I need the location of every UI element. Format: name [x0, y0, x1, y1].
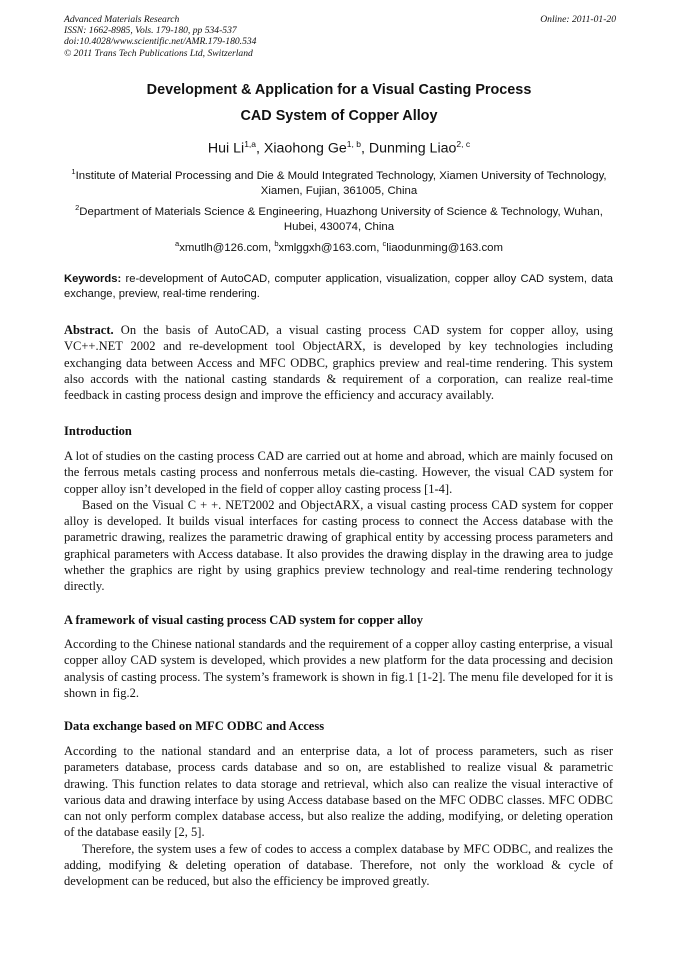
copyright-line: © 2011 Trans Tech Publications Ltd, Switzerland [64, 47, 253, 59]
email-superscript: b [274, 239, 279, 248]
paragraph: A lot of studies on the casting process CAD are carried out at home and abroad, which are mainly focused on the ferrous metals casting process and nonferrous metals die-casting. However, the visual CAD system for copper alloy isn’t developed in the field of copper alloy casting process [1-4]. [64, 449, 613, 496]
author-superscript: 2, c [456, 139, 471, 149]
keywords-label: Keywords: [64, 273, 122, 285]
email-address: xmlggxh@163.com [278, 241, 377, 254]
paragraph: According to the Chinese national standards and the requirement of a copper alloy casting enterprise, a visual copper alloy CAD system is developed, which provides a new platform for the data processing and decision analysis of casting process. The system’s framework is shown in fig.1 [1-2]. The menu file developed for it is shown in fig.2. [64, 637, 613, 700]
section-heading-data-exchange: Data exchange based on MFC ODBC and Access [64, 719, 325, 733]
paragraph: According to the national standard and an enterprise data, a lot of process parameters, such as riser parameters database, process cards database and so on, are established to realize visual & parametric drawing. This function relates to data storage and retrieval, which also can realize the visual interactive of various data and drawing interface by using Access database based on the MFC ODBC classes. MFC ODBC can not only perform complex database access, but also realize the adding, modifying, or deleting operation of the database easily [2, 5]. [64, 744, 613, 840]
email-list: $^a$xmutlh@126.com, $^b$xmlggxh@163.com, $^c$liaodunming@163.com [175, 239, 503, 254]
journal-header [64, 14, 616, 59]
affiliation-1 [62, 164, 616, 199]
paper-title-line-1: Development & Application for a Visual Casting Process [146, 82, 532, 98]
affiliation-text: Department of Materials Science & Engineering, Huazhong University of Science & Technology, Wuhan, Hubei, 430074, China [79, 205, 603, 233]
author-name: Hui Li [207, 140, 245, 157]
email-superscript: c [382, 239, 387, 248]
keywords [64, 272, 613, 301]
abstract-text: On the basis of AutoCAD, a visual casting process CAD system for copper alloy, using VC++.NET 2002 and re-development tool ObjectARX, is developed by key technologies including exchanging data between Access and MFC ODBC, graphics preview and real-time rendering. This system also accords with the national casting standards & requirement of a corporation, can realize real-time feedback in casting process design and improve the efficiency and accuracy availably. [64, 323, 614, 403]
abstract-label: Abstract. [64, 323, 114, 337]
paragraph: Based on the Visual C + +. NET2002 and ObjectARX, a visual casting process CAD system for copper alloy is developed. It builds visual interfaces for casting process to connect the Access database with the parametric drawing, realizes the parametric drawing of graphical entity by accessing process parameters and graphical parameters with Access database. It also provides the drawing display in the drawing area to judge whether the graphics are right by using graphics preview technology and real-time rendering technology directly. [64, 497, 613, 594]
section-body-framework [64, 636, 613, 701]
paper-title-line-2: CAD System of Copper Alloy [240, 108, 438, 124]
author-name: Xiaohong Ge [263, 140, 347, 157]
section-body-data-exchange [64, 743, 613, 890]
email-address: xmutlh@126.com [179, 241, 268, 254]
issn-line: ISSN: 1662-8985, Vols. 179-180, pp 534-537 [64, 25, 237, 37]
section-body-introduction [64, 448, 613, 595]
keywords-text: re-development of AutoCAD, computer application, visualization, copper alloy CAD system, data exchange, preview, real-time rendering. [64, 273, 614, 300]
doi-line: doi:10.4028/www.scientific.net/AMR.179-180.534 [64, 36, 257, 48]
abstract [64, 322, 613, 403]
email-address: liaodunming@163.com [386, 241, 503, 254]
affiliation-2 [62, 200, 616, 235]
online-date: Online: 2011-01-20 [540, 14, 616, 25]
email-superscript: a [175, 239, 180, 248]
journal-name: Advanced Materials Research [64, 14, 180, 25]
section-heading-framework: A framework of visual casting process CAD system for copper alloy [64, 613, 423, 627]
author-list: Hui Li$^{1,a}$, Xiaohong Ge$^{1, b}$, Dunming Liao$^{2, c}$ [207, 139, 471, 157]
affiliation-superscript: 2 [75, 203, 80, 212]
affiliation-superscript: 1 [71, 167, 76, 176]
affiliation-text: Institute of Material Processing and Die & Mould Integrated Technology, Xiamen University of Technology, Xiamen, Fujian, 361005, China [75, 169, 607, 197]
author-superscript: 1,a [244, 139, 257, 149]
paragraph: Therefore, the system uses a few of codes to access a complex database by MFC ODBC, and realizes the adding, modifying & deleting operation of database. Therefore, not only the workload & cycle of development can be reduced, but also the efficiency be improved greatly. [64, 841, 613, 889]
section-heading-introduction: Introduction [64, 424, 132, 438]
author-superscript: 1, b [346, 139, 361, 149]
author-name: Dunming Liao [368, 140, 457, 157]
